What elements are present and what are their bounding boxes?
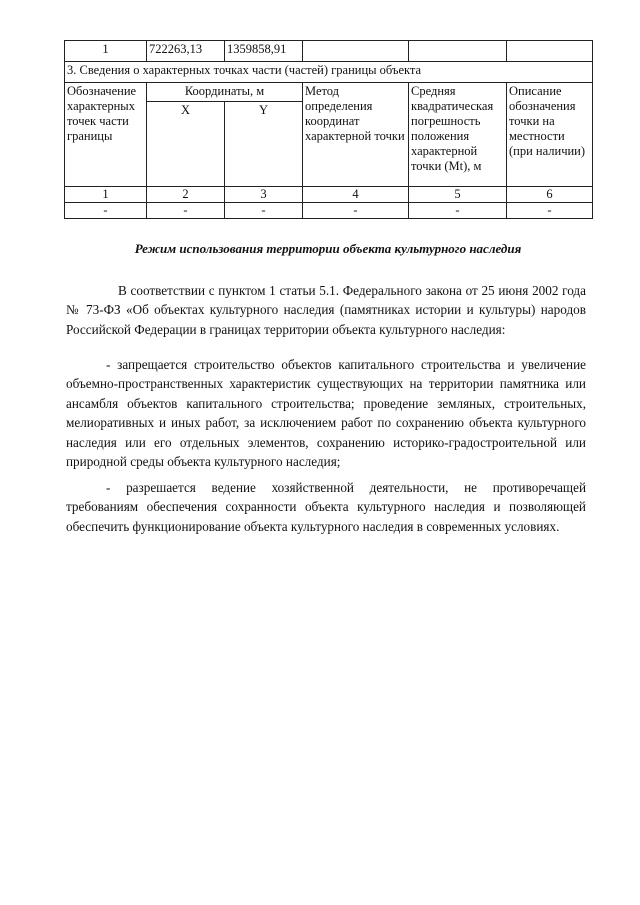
column-number: 5 xyxy=(409,187,507,203)
header-error: Средняя квадратическая погрешность положения характерной точки (Mt), м xyxy=(409,83,507,187)
column-number: 6 xyxy=(507,187,593,203)
section-heading: Режим использования территории объекта культурного наследия xyxy=(134,241,522,256)
table-row xyxy=(65,187,593,203)
permitted-paragraph: - разрешается ведение хозяйственной деятельности, не противоречащей требованиям обеспечения сохранности объекта культурного наследия и позволяющей обеспечить функционирование объекта культурного наследия в современных условиях. xyxy=(66,480,586,534)
table-header-row xyxy=(65,83,593,102)
header-method: Метод определения координат характерной точки xyxy=(303,83,409,187)
table-cell xyxy=(507,41,593,62)
table-cell: 1359858,91 xyxy=(225,41,303,62)
section-title: 3. Сведения о характерных точках части (частей) границы объекта xyxy=(65,62,593,83)
header-y: Y xyxy=(225,102,303,187)
table-cell: 1 xyxy=(65,41,147,62)
prohibited-paragraph: - запрещается строительство объектов капитального строительства и увеличение объемно-пространственных характеристик существующих на территории памятника или ансамбля объектов капитального строительства; проведение земляных, строительных, мелиоративных и иных работ, за исключением работ по сохранению объекта культурного наследия или его отдельных элементов, сохранению историко-градостроительной или природной среды объекта культурного наследия; xyxy=(66,357,586,470)
column-number: 3 xyxy=(225,187,303,203)
table-cell xyxy=(303,41,409,62)
column-number: 4 xyxy=(303,187,409,203)
table-cell: - xyxy=(507,203,593,219)
table-cell xyxy=(409,41,507,62)
column-number: 2 xyxy=(147,187,225,203)
table-row xyxy=(65,41,593,62)
table-cell: - xyxy=(409,203,507,219)
table-cell: - xyxy=(147,203,225,219)
table-cell: - xyxy=(65,203,147,219)
column-number: 1 xyxy=(65,187,147,203)
table-section-row xyxy=(65,62,593,83)
table-cell: - xyxy=(303,203,409,219)
header-coordinates: Координаты, м xyxy=(147,83,303,102)
header-designation: Обозначение характерных точек части границы xyxy=(65,83,147,187)
header-x: X xyxy=(147,102,225,187)
header-description: Описание обозначения точки на местности (при наличии) xyxy=(507,83,593,187)
intro-paragraph: В соответствии с пунктом 1 статьи 5.1. Федерального закона от 25 июня 2002 года № 73-ФЗ «Об объектах культурного наследия (памятниках истории и культуры) народов Российской Федерации в границах территории объекта культурного наследия: xyxy=(66,283,586,337)
table-cell: 722263,13 xyxy=(147,41,225,62)
boundary-points-table xyxy=(64,40,593,219)
table-cell: - xyxy=(225,203,303,219)
table-row xyxy=(65,203,593,219)
